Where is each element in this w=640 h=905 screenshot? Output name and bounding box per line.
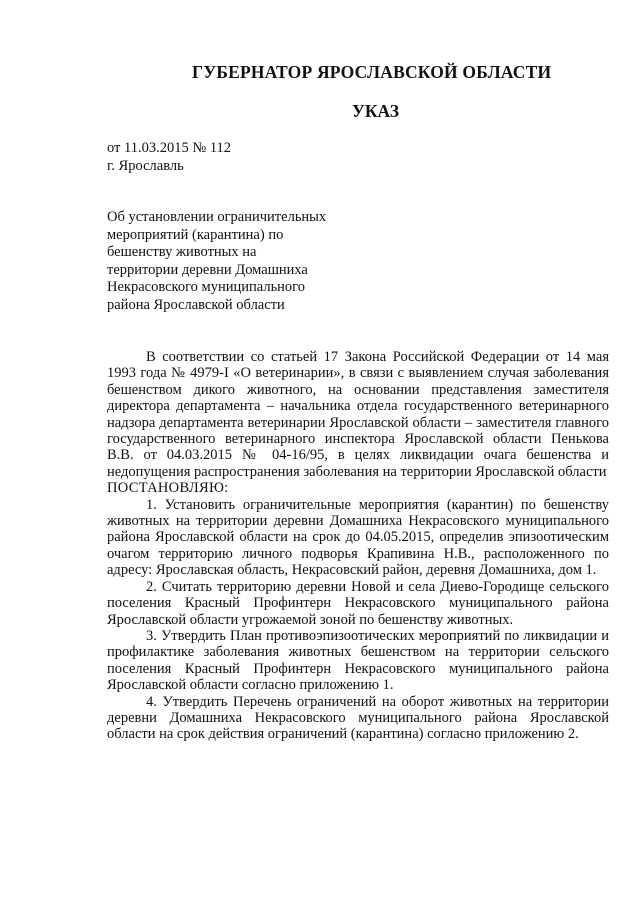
decree-item: 1. Установить ограничительные мероприятия (карантин) по бешенству животных на территории деревни Домашниха Некрасовского муниципального района Ярославской области на срок до 04.05.2015, определив эпизоотическим очагом территорию личного подворья Крапивина Н.В., расположенного по адресу: Ярославская область, Некрасовский район, деревня Домашниха, дом 1. bbox=[107, 496, 609, 579]
decree-item: 4. Утвердить Перечень ограничений на оборот животных на территории деревни Домашниха Некрасовского муниципального района Ярославской области на срок действия ограничений (карантина) согласно приложению 2. bbox=[107, 693, 609, 743]
city: г. Ярославль bbox=[107, 158, 184, 174]
subject-line: Об установлении ограничительных bbox=[107, 209, 327, 225]
subject-line: мероприятий (карантина) по bbox=[107, 226, 284, 243]
date-number: от 11.03.2015 № 112 bbox=[107, 140, 232, 156]
decree-item: 2. Считать территорию деревни Новой и села Диево-Городище сельского поселения Красный Профинтерн Некрасовского муниципального района Ярославской области угрожаемой зоной по бешенству животных. bbox=[107, 578, 609, 628]
decree-verb: ПОСТАНОВЛЯЮ: bbox=[107, 480, 229, 497]
subject-line: территории деревни Домашниха bbox=[107, 261, 308, 278]
subject-line: бешенству животных на bbox=[107, 244, 257, 260]
document-type: УКАЗ bbox=[352, 101, 399, 121]
preamble-paragraph: В соответствии со статьей 17 Закона Российской Федерации от 14 мая 1993 года № 4979-I «О ветеринарии», в связи с выявлением случая заболевания бешенством дикого животного, на основании представления заместителя директора департамента – начальника отдела государственного ветеринарного надзора департамента ветеринарии Ярославской области – заместителя главного государственного ветеринарного инспектора Ярославской области Пенькова В.В. от 04.03.2015 № 04-16/95, в целях ликвидации очага бешенства и недопущения распространения заболевания на территории Ярославской области bbox=[107, 349, 609, 480]
subject-line: Некрасовского муниципального bbox=[107, 279, 306, 295]
subject-line: района Ярославской области bbox=[107, 296, 285, 313]
document-subject bbox=[107, 209, 347, 314]
document-meta bbox=[107, 139, 231, 175]
decree-item: 3. Утвердить План противоэпизоотических мероприятий по ликвидации и профилактике заболевания животных бешенством на территории сельского поселения Красный Профинтерн Некрасовского муниципального района Ярославской области согласно приложению 1. bbox=[107, 627, 609, 694]
document-body bbox=[107, 349, 609, 743]
issuer-title: ГУБЕРНАТОР ЯРОСЛАВСКОЙ ОБЛАСТИ bbox=[192, 62, 552, 82]
